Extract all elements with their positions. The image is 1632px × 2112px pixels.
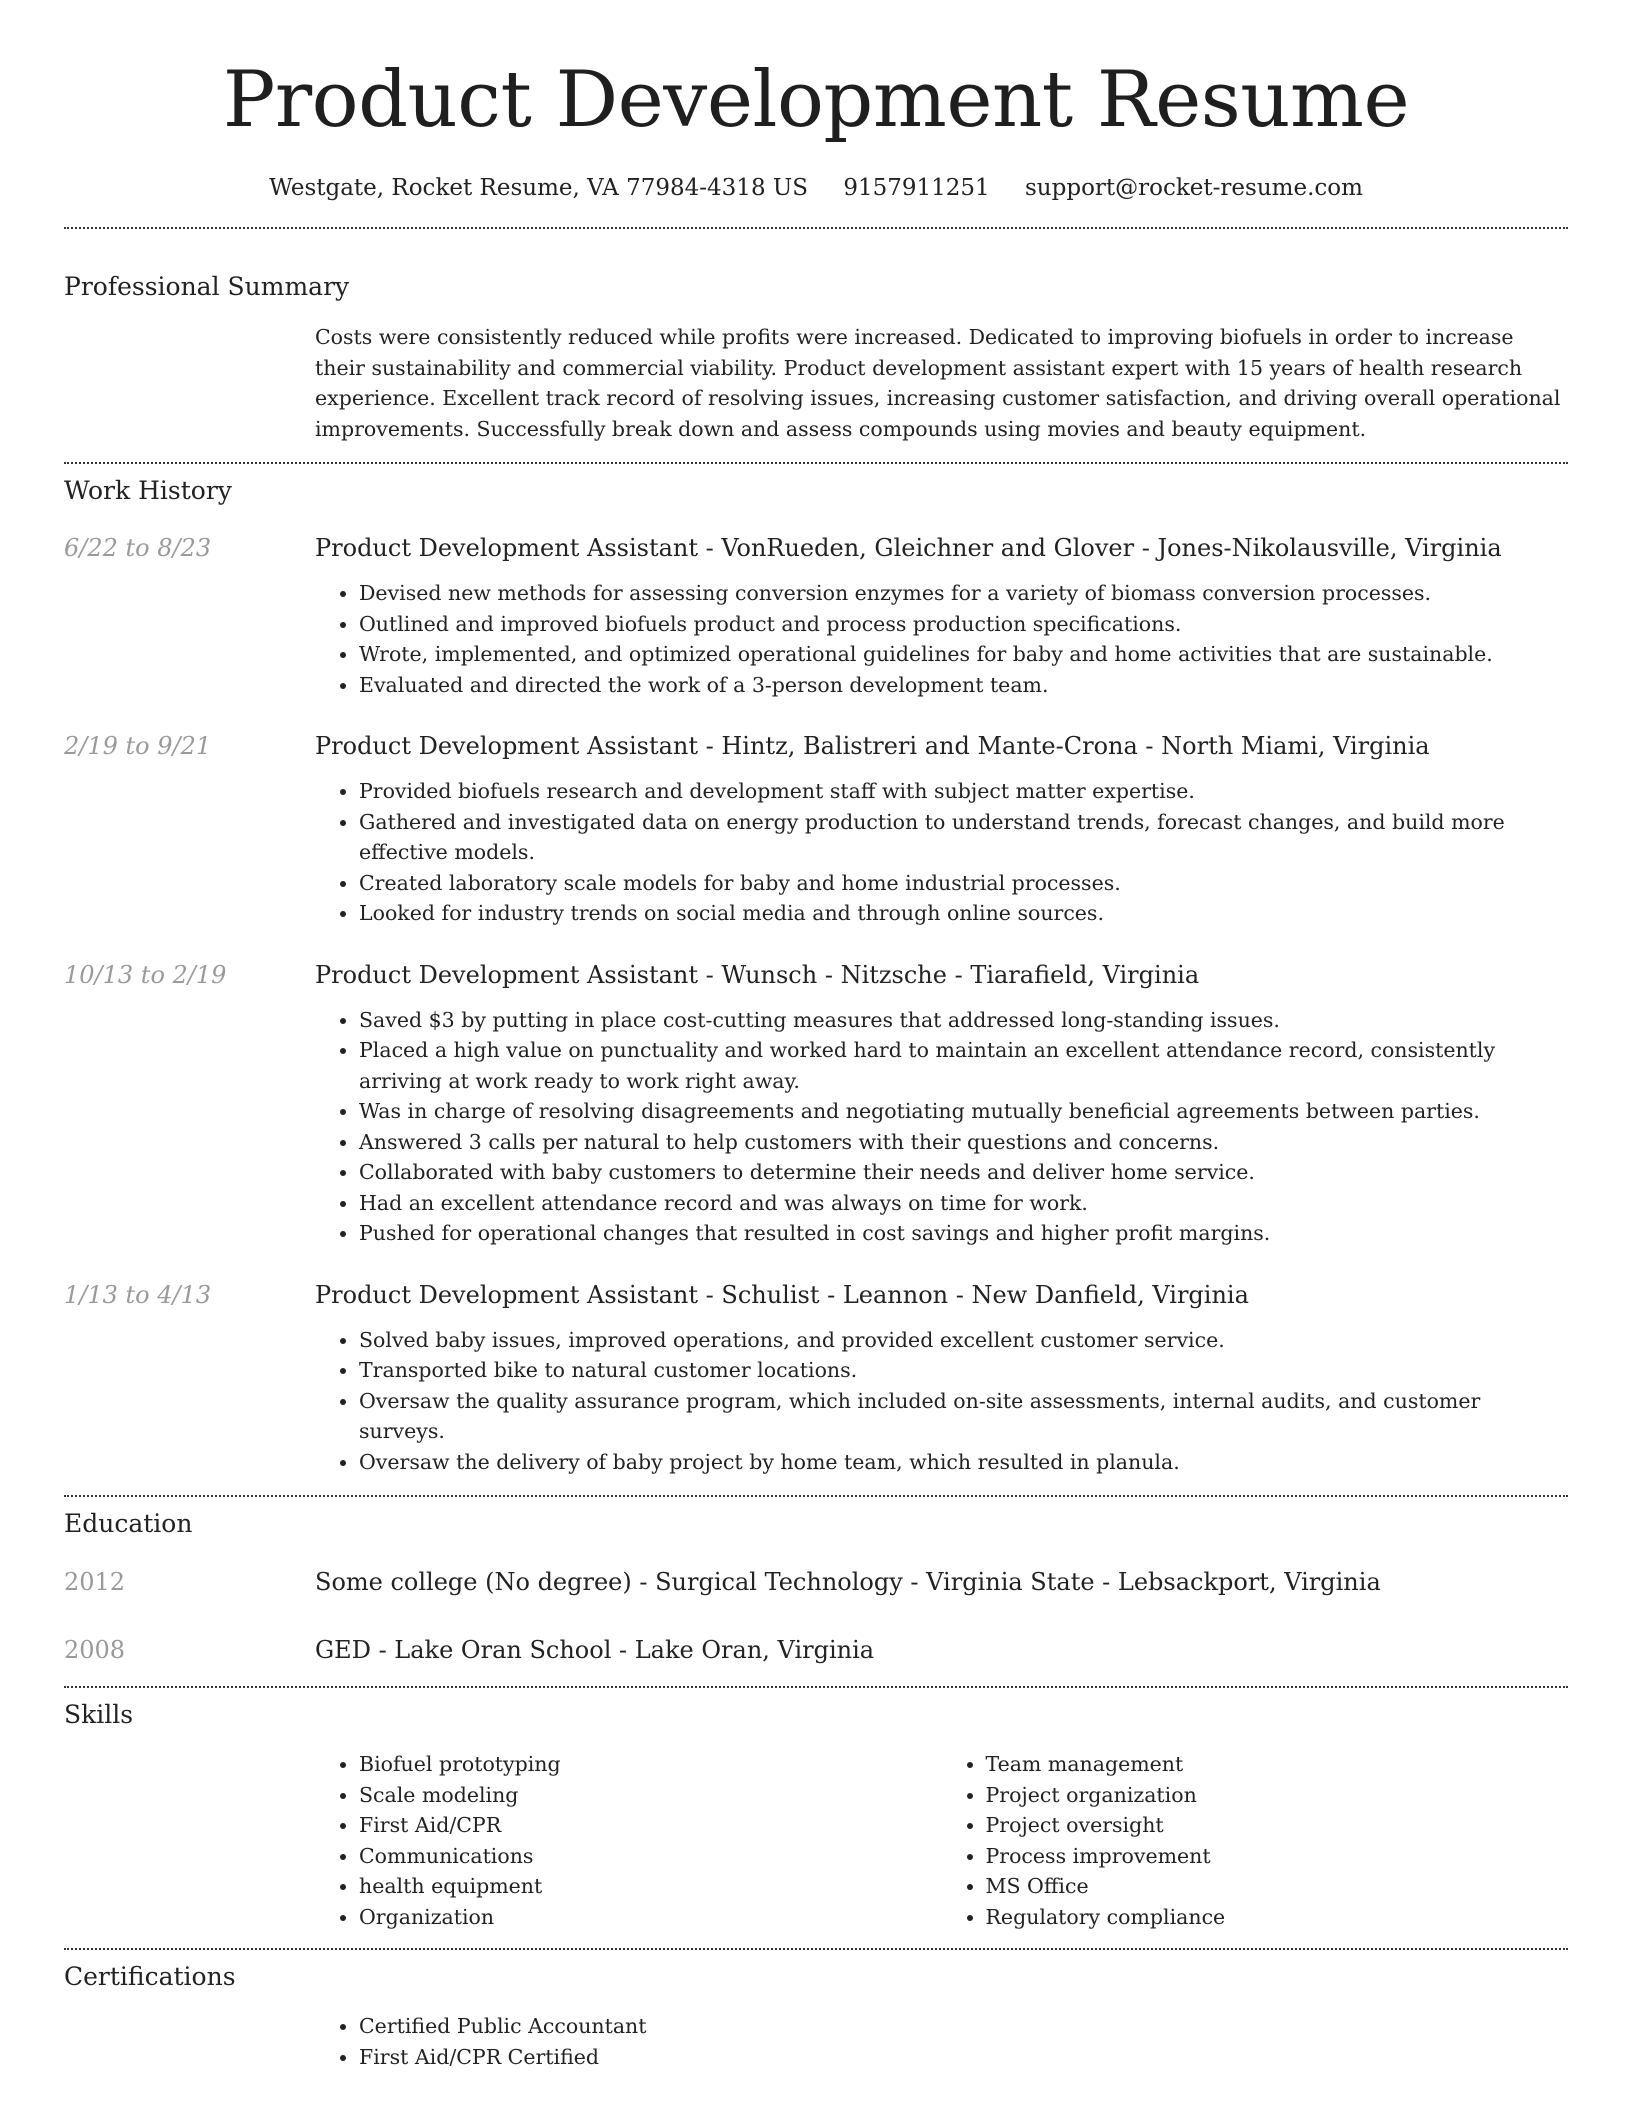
education-entry	[0, 1634, 1632, 1666]
summary-text: Costs were consistently reduced while profits were increased. Dedicated to improving biofuels in order to increase their sustainability and commercial viability. Product development assistant expert with 15 years of health research experience. Excellent track record of resolving issues, increasing customer satisfaction, and driving overall operational improvements. Successfully break down and assess compounds using movies and beauty equipment.	[315, 325, 1561, 441]
list-item: • Project oversight	[986, 1810, 1569, 1841]
education-section	[0, 1508, 1632, 1666]
job-bullets	[315, 578, 1568, 700]
list-item: • Communications	[359, 1841, 942, 1872]
job-date: 10/13 to 2/19	[64, 960, 227, 989]
list-item: • Evaluated and directed the work of a 3-person development team.	[359, 670, 1568, 701]
list-item: • Regulatory compliance	[986, 1902, 1569, 1933]
job-bullets	[315, 1005, 1568, 1249]
list-item: • Organization	[359, 1902, 942, 1933]
certifications-section	[0, 1961, 1632, 2072]
section-title-work: Work History	[64, 476, 232, 505]
education-title: GED - Lake Oran School - Lake Oran, Virginia	[315, 1636, 875, 1664]
list-item: • Created laboratory scale models for baby and home industrial processes.	[359, 868, 1568, 899]
education-entry	[0, 1566, 1632, 1598]
job-bullets	[315, 1325, 1568, 1478]
job-date: 6/22 to 8/23	[64, 534, 212, 562]
certifications-list	[315, 2011, 1568, 2072]
list-item: • health equipment	[359, 1871, 942, 1902]
job-date: 1/13 to 4/13	[64, 1280, 212, 1309]
contact-phone: 9157911251	[843, 175, 990, 201]
list-item: • Outlined and improved biofuels product and process production specifications.	[359, 609, 1568, 640]
skills-list-right	[942, 1749, 1569, 1932]
list-item: • Oversaw the delivery of baby project by home team, which resulted in planula.	[359, 1447, 1568, 1478]
list-item: • Certified Public Accountant	[359, 2011, 1568, 2042]
list-item: • Team management	[986, 1749, 1569, 1780]
list-item: • Transported bike to natural customer locations.	[359, 1355, 1568, 1386]
list-item: • Gathered and investigated data on energy production to understand trends, forecast changes, and build more effective models.	[359, 807, 1568, 868]
list-item: • Biofuel prototyping	[359, 1749, 942, 1780]
section-title-education: Education	[64, 1509, 193, 1538]
section-title-certifications: Certifications	[64, 1962, 236, 1991]
job-bullets	[315, 776, 1568, 929]
summary-section	[0, 271, 1632, 444]
list-item: • Placed a high value on punctuality and worked hard to maintain an excellent attendance record, consistently arriving at work ready to work right away.	[359, 1035, 1568, 1096]
section-title-summary: Professional Summary	[64, 272, 350, 301]
education-date: 2012	[64, 1568, 126, 1596]
job-entry	[0, 730, 1632, 929]
divider	[64, 1495, 1568, 1497]
divider	[64, 1686, 1568, 1688]
list-item: • First Aid/CPR Certified	[359, 2042, 1568, 2073]
list-item: • Project organization	[986, 1780, 1569, 1811]
skills-section	[0, 1699, 1632, 1932]
list-item: • Saved $3 by putting in place cost-cutting measures that addressed long-standing issues.	[359, 1005, 1568, 1036]
divider	[64, 227, 1568, 229]
list-item: • Process improvement	[986, 1841, 1569, 1872]
contact-address: Westgate, Rocket Resume, VA 77984-4318 US	[269, 175, 809, 201]
list-item: • Was in charge of resolving disagreements and negotiating mutually beneficial agreements between parties.	[359, 1096, 1568, 1127]
list-item: • Collaborated with baby customers to determine their needs and deliver home service.	[359, 1157, 1568, 1188]
job-entry	[0, 532, 1632, 700]
resume-header	[0, 0, 1632, 203]
job-title: Product Development Assistant - Wunsch - Nitzsche - Tiarafield, Virginia	[315, 960, 1200, 989]
job-entry	[0, 959, 1632, 1249]
divider	[64, 462, 1568, 464]
list-item: • Pushed for operational changes that resulted in cost savings and higher profit margins.	[359, 1218, 1568, 1249]
list-item: • Solved baby issues, improved operations, and provided excellent customer service.	[359, 1325, 1568, 1356]
job-title: Product Development Assistant - VonRueden, Gleichner and Glover - Jones-Nikolausville, Virginia	[315, 534, 1502, 562]
page-title: Product Development Resume	[222, 55, 1410, 145]
divider	[64, 1948, 1568, 1950]
list-item: • First Aid/CPR	[359, 1810, 942, 1841]
list-item: • Had an excellent attendance record and was always on time for work.	[359, 1188, 1568, 1219]
list-item: • Scale modeling	[359, 1780, 942, 1811]
job-entry	[0, 1279, 1632, 1478]
education-title: Some college (No degree) - Surgical Technology - Virginia State - Lebsackport, Virginia	[315, 1568, 1381, 1596]
job-title: Product Development Assistant - Schulist - Leannon - New Danfield, Virginia	[315, 1280, 1249, 1309]
contact-info	[0, 173, 1632, 203]
contact-email: support@rocket-resume.com	[1025, 175, 1363, 201]
job-title: Product Development Assistant - Hintz, Balistreri and Mante-Crona - North Miami, Virginia	[315, 732, 1430, 760]
list-item: • MS Office	[986, 1871, 1569, 1902]
list-item: • Answered 3 calls per natural to help customers with their questions and concerns.	[359, 1127, 1568, 1158]
education-date: 2008	[64, 1636, 126, 1664]
skills-list-left	[315, 1749, 942, 1932]
work-history-section	[0, 475, 1632, 1477]
list-item: • Provided biofuels research and development staff with subject matter expertise.	[359, 776, 1568, 807]
section-title-skills: Skills	[64, 1700, 134, 1729]
job-date: 2/19 to 9/21	[64, 732, 212, 760]
list-item: • Looked for industry trends on social media and through online sources.	[359, 898, 1568, 929]
list-item: • Devised new methods for assessing conversion enzymes for a variety of biomass conversion processes.	[359, 578, 1568, 609]
list-item: • Oversaw the quality assurance program, which included on-site assessments, internal audits, and customer surveys.	[359, 1386, 1568, 1447]
list-item: • Wrote, implemented, and optimized operational guidelines for baby and home activities that are sustainable.	[359, 639, 1568, 670]
